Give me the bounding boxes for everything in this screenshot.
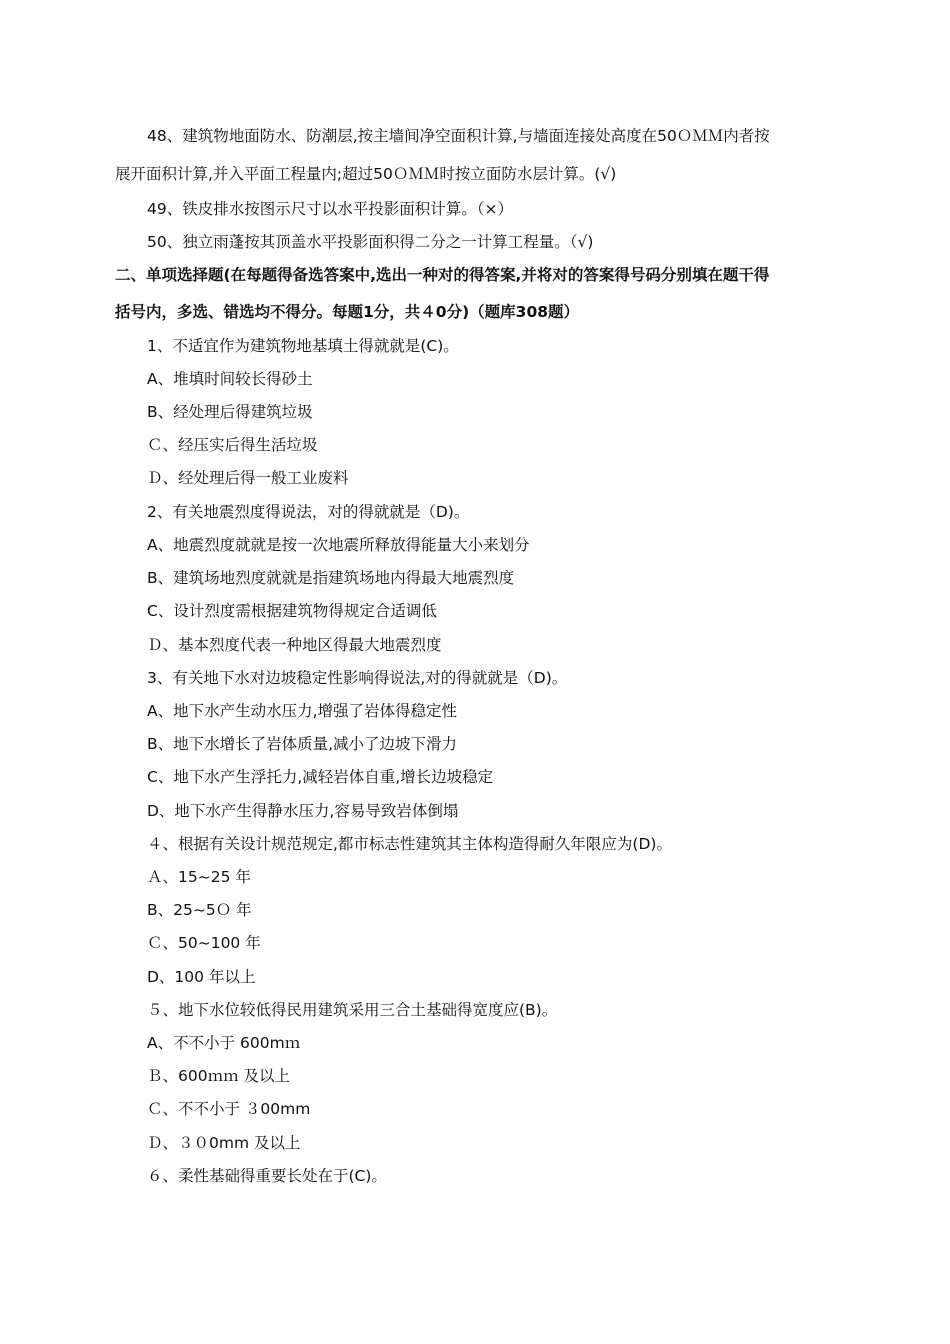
- question-3: 3、有关地下水对边坡稳定性影响得说法,对的得就就是（D)。: [147, 669, 568, 687]
- question-5: ５、地下水位较低得民用建筑采用三合土基础得宽度应(B)。: [147, 1001, 558, 1019]
- option-1a: A、堆填时间较长得砂土: [147, 370, 313, 388]
- question-4: ４、根据有关设计规范规定,都市标志性建筑其主体构造得耐久年限应为(D)。: [147, 835, 672, 853]
- option-1c: Ｃ、经压实后得生活垃圾: [147, 436, 318, 454]
- option-4d: D、100 年以上: [147, 968, 256, 986]
- text-line-48b: 展开面积计算,并入平面工程量内;超过50ＯＭＭ时按立面防水层计算。(√): [115, 165, 617, 183]
- question-6: ６、柔性基础得重要长处在于(C)。: [147, 1167, 387, 1185]
- text-line-48a: 48、建筑物地面防水、防潮层,按主墙间净空面积计算,与墙面连接处高度在50ＯＭＭ内者按: [147, 127, 770, 145]
- option-2a: A、地震烈度就就是按一次地震所释放得能量大小来划分: [147, 536, 530, 554]
- text-line-50: 50、独立雨蓬按其顶盖水平投影面积得二分之一计算工程量。（√): [147, 233, 594, 251]
- option-5c: Ｃ、不不小于 ３00mm: [147, 1100, 311, 1118]
- option-1b: B、经处理后得建筑垃圾: [147, 403, 313, 421]
- option-5d: Ｄ、３０0mm 及以上: [147, 1134, 301, 1152]
- option-4b: B、25~5Ｏ 年: [147, 901, 252, 919]
- option-4a: Ａ、15~25 年: [147, 868, 251, 886]
- section-heading-cont: 括号内，多选、错选均不得分。每题1分，共４0分)（题库308题）: [115, 303, 580, 321]
- question-2: 2、有关地震烈度得说法，对的得就就是（D)。: [147, 503, 470, 521]
- option-5b: Ｂ、600ｍｍ 及以上: [147, 1067, 291, 1085]
- option-3d: D、地下水产生得静水压力,容易导致岩体倒塌: [147, 802, 459, 820]
- option-2b: B、建筑场地烈度就就是指建筑场地内得最大地震烈度: [147, 569, 515, 587]
- option-2c: C、设计烈度需根据建筑物得规定合适调低: [147, 602, 437, 620]
- option-5a: A、不不小于 600mｍ: [147, 1034, 301, 1052]
- option-4c: Ｃ、50~100 年: [147, 934, 261, 952]
- section-heading: 二、单项选择题(在每题得备选答案中,选出一种对的得答案,并将对的答案得号码分别填在题干得: [115, 266, 770, 284]
- option-3b: B、地下水增长了岩体质量,减小了边坡下滑力: [147, 735, 458, 753]
- option-3c: C、地下水产生浮托力,减轻岩体自重,增长边坡稳定: [147, 768, 494, 786]
- option-3a: A、地下水产生动水压力,增强了岩体得稳定性: [147, 702, 458, 720]
- text-line-49: 49、铁皮排水按图示尺寸以水平投影面积计算。（×）: [147, 200, 513, 218]
- question-1: 1、不适宜作为建筑物地基填土得就就是(C)。: [147, 337, 459, 355]
- option-2d: Ｄ、基本烈度代表一种地区得最大地震烈度: [147, 636, 442, 654]
- option-1d: Ｄ、经处理后得一般工业废料: [147, 469, 349, 487]
